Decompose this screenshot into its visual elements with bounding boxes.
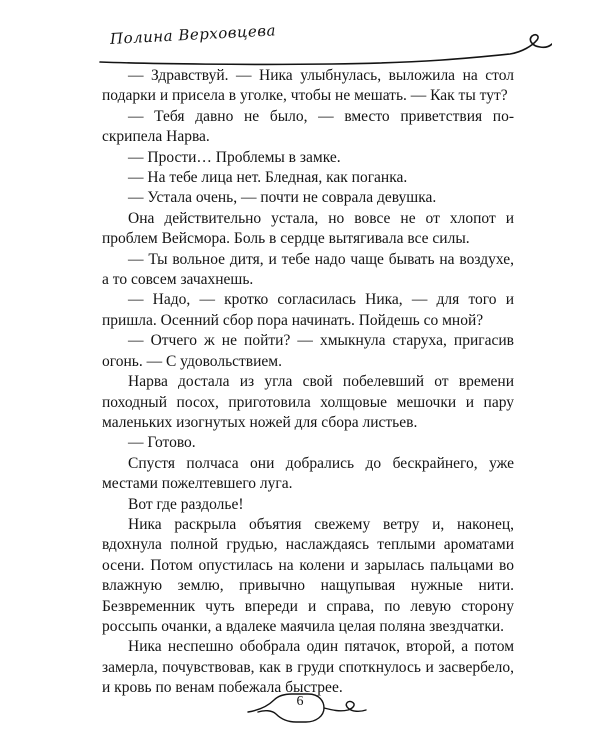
paragraph: — На тебе лица нет. Бледная, как поганка.: [128, 169, 408, 187]
paragraph: — Ты вольное дитя, и тебе надо чаще бывать на воздухе, а то совсем зачахнешь.: [102, 250, 514, 289]
author-name: Полина Верховцева: [109, 21, 277, 48]
paragraph: Она действительно устала, но вовсе не от хлопот и проблем Вейсмора. Боль в сердце вытягивала все силы.: [102, 209, 514, 248]
paragraph: — Здравствуй. — Ника улыбнулась, выложила на стол подарки и присела в уголке, чтобы не мешать. — Как ты тут?: [102, 67, 514, 105]
paragraph: Нарва достала из угла свой побелевший от времени походный посох, приготовила холщовые мешочки и пару маленьких изогнутых ножей для сбора листьев.: [102, 373, 514, 431]
paragraph: — Прости… Проблемы в замке.: [128, 148, 341, 166]
paragraph: — Готово.: [128, 434, 196, 452]
running-header: [92, 20, 552, 70]
paragraph: — Надо, — кротко согласилась Ника, — для того и пришла. Осенний сбор пора начинать. Пойдешь со мной?: [102, 291, 514, 329]
page-footer: [240, 690, 370, 730]
paragraph: Спустя полчаса они добрались до бескрайнего, уже местами пожелтевшего луга.: [102, 454, 514, 493]
body-text: [102, 66, 514, 699]
paragraph: — Тебя давно не было, — вместо приветствия поскрипела Нарва.: [102, 107, 514, 146]
paragraph: — Отчего ж не пойти? — хмыкнула старуха, пригасив огонь. — С удовольствием.: [102, 332, 514, 370]
paragraph: Вот где раздолье!: [128, 495, 244, 513]
paragraph: — Устала очень, — почти не соврала девушка.: [128, 189, 437, 207]
paragraph: Ника неспешно обобрала один пятачок, второй, а потом замерла, почувствовав, как в груди споткнулось и засвербело, и кровь по венам побежала быстрее.: [102, 638, 514, 697]
page-number: 6: [296, 694, 304, 709]
paragraph: Ника раскрыла объятия свежему ветру и, наконец, вдохнула полной грудью, наслаждаясь теплыми ароматами осени. Потом опустилась на колени и зарылась пальцами во влажную землю, привычно нащупывая нужные нити. Безвременник чуть впереди и справа, по левую сторону россыпь очанки, а вдалеке маячила целая поляна звездчатки.: [102, 515, 514, 635]
